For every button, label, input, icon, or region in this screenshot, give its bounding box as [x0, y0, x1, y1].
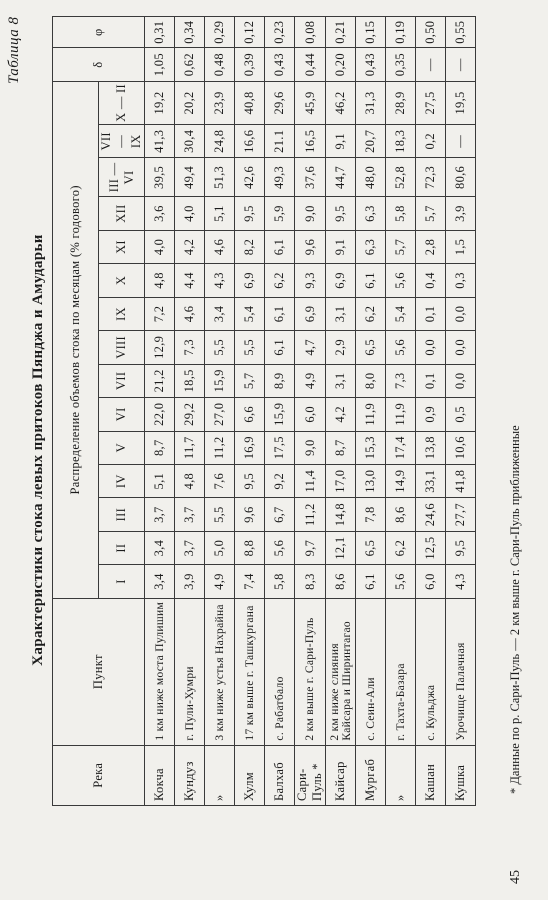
value-cell: 0,48 — [205, 48, 235, 81]
value-cell: 20,7 — [356, 125, 386, 158]
value-cell: 52,8 — [386, 158, 416, 197]
month-header: II — [99, 531, 145, 564]
value-cell: 5,7 — [416, 197, 446, 230]
value-cell: 27,0 — [205, 398, 235, 431]
value-cell: 15,3 — [356, 431, 386, 464]
value-cell: 5,6 — [386, 264, 416, 297]
value-cell: 9,5 — [235, 464, 265, 497]
value-cell: 13,0 — [356, 464, 386, 497]
phi-header: φ — [53, 17, 145, 48]
value-cell: 24,6 — [416, 498, 446, 531]
point-cell: Урочище Палачная — [446, 598, 476, 745]
month-header: VII — [99, 364, 145, 397]
season-header: VII — IX — [99, 125, 145, 158]
river-cell: Кундуз — [175, 745, 205, 805]
value-cell: 6,5 — [356, 331, 386, 364]
month-header: V — [99, 431, 145, 464]
table-row — [386, 17, 416, 806]
value-cell: 13,8 — [416, 431, 446, 464]
value-cell: — — [446, 125, 476, 158]
distribution-header: Распределение объемов стока по месяцам (% годового) — [53, 81, 99, 598]
value-cell: 4,2 — [175, 230, 205, 263]
value-cell: 5,0 — [205, 531, 235, 564]
point-cell: г. Тахта-Базара — [386, 598, 416, 745]
value-cell: 48,0 — [356, 158, 386, 197]
value-cell: 5,8 — [265, 565, 295, 598]
value-cell: 4,6 — [175, 297, 205, 330]
value-cell: 17,4 — [386, 431, 416, 464]
page-number: 45 — [508, 870, 523, 884]
value-cell: 11,4 — [295, 464, 326, 497]
value-cell: 0,50 — [416, 17, 446, 48]
value-cell: 21.1 — [265, 125, 295, 158]
value-cell: 0,43 — [265, 48, 295, 81]
table-row — [446, 17, 476, 806]
value-cell: 0,4 — [416, 264, 446, 297]
value-cell: 3,4 — [205, 297, 235, 330]
value-cell: 4,9 — [295, 364, 326, 397]
value-cell: 6,1 — [265, 297, 295, 330]
value-cell: 4,3 — [446, 565, 476, 598]
point-header: Пункт — [53, 598, 145, 745]
value-cell: 5,6 — [386, 565, 416, 598]
value-cell: 3,7 — [175, 498, 205, 531]
value-cell: 6,2 — [356, 297, 386, 330]
value-cell: 3,7 — [175, 531, 205, 564]
value-cell: 8,6 — [386, 498, 416, 531]
point-cell: 3 км ниже устья Нахрайна — [205, 598, 235, 745]
value-cell: 40,8 — [235, 81, 265, 124]
value-cell: 5,5 — [205, 331, 235, 364]
value-cell: 7,3 — [175, 331, 205, 364]
value-cell: 6,5 — [356, 531, 386, 564]
value-cell: 23,9 — [205, 81, 235, 124]
value-cell: 12,1 — [326, 531, 356, 564]
value-cell: 9,1 — [326, 230, 356, 263]
value-cell: 0,1 — [416, 364, 446, 397]
value-cell: 3,7 — [145, 498, 175, 531]
value-cell: 0,0 — [446, 297, 476, 330]
value-cell: 0,31 — [145, 17, 175, 48]
value-cell: 0,1 — [416, 297, 446, 330]
value-cell: 3,9 — [175, 565, 205, 598]
value-cell: 8,6 — [326, 565, 356, 598]
value-cell: 6,1 — [265, 331, 295, 364]
value-cell: 9,2 — [265, 464, 295, 497]
value-cell: 0,5 — [446, 398, 476, 431]
value-cell: — — [446, 48, 476, 81]
value-cell: 12,5 — [416, 531, 446, 564]
value-cell: 6,1 — [356, 264, 386, 297]
month-header: I — [99, 565, 145, 598]
river-cell: Сари-Пуль * — [295, 745, 326, 805]
table-row — [145, 17, 175, 806]
value-cell: 7,6 — [205, 464, 235, 497]
river-cell: Балхаб — [265, 745, 295, 805]
delta-header: δ — [53, 48, 145, 81]
table-caption: Характеристики стока левых притоков Пянджа и Амударьи — [30, 234, 46, 666]
value-cell: 8,7 — [326, 431, 356, 464]
point-cell: с. Рабатбало — [265, 598, 295, 745]
value-cell: 9,0 — [295, 431, 326, 464]
value-cell: 15,9 — [265, 398, 295, 431]
value-cell: 17,0 — [326, 464, 356, 497]
value-cell: 11,9 — [356, 398, 386, 431]
value-cell: 5,6 — [265, 531, 295, 564]
value-cell: 3,6 — [145, 197, 175, 230]
value-cell: 27,5 — [416, 81, 446, 124]
table-row — [416, 17, 446, 806]
value-cell: 5,7 — [235, 364, 265, 397]
value-cell: 22,0 — [145, 398, 175, 431]
value-cell: 0,20 — [326, 48, 356, 81]
value-cell: 3,1 — [326, 297, 356, 330]
value-cell: 0,2 — [416, 125, 446, 158]
value-cell: 11,7 — [175, 431, 205, 464]
month-header: VI — [99, 398, 145, 431]
value-cell: 0,12 — [235, 17, 265, 48]
value-cell: 49,4 — [175, 158, 205, 197]
value-cell: 9,7 — [295, 531, 326, 564]
month-header: III — [99, 498, 145, 531]
value-cell: 0,21 — [326, 17, 356, 48]
month-header: IX — [99, 297, 145, 330]
value-cell: 6,0 — [295, 398, 326, 431]
value-cell: 4,0 — [145, 230, 175, 263]
value-cell: 5,7 — [386, 230, 416, 263]
value-cell: 4,0 — [175, 197, 205, 230]
value-cell: 80,6 — [446, 158, 476, 197]
value-cell: 0,0 — [446, 331, 476, 364]
value-cell: 0,44 — [295, 48, 326, 81]
point-cell: 2 км ниже слияния Кайсара и Ширинтагао — [326, 598, 356, 745]
value-cell: 6,9 — [235, 264, 265, 297]
value-cell: 0,43 — [356, 48, 386, 81]
value-cell: 0,0 — [446, 364, 476, 397]
value-cell: 0,0 — [416, 331, 446, 364]
value-cell: 72,3 — [416, 158, 446, 197]
river-cell: Кайсар — [326, 745, 356, 805]
table-row — [295, 17, 326, 806]
value-cell: 21,2 — [145, 364, 175, 397]
value-cell: 6,2 — [265, 264, 295, 297]
value-cell: 0,39 — [235, 48, 265, 81]
month-header: XI — [99, 230, 145, 263]
table-row — [326, 17, 356, 806]
value-cell: 9,6 — [235, 498, 265, 531]
value-cell: 41,8 — [446, 464, 476, 497]
value-cell: 49,3 — [265, 158, 295, 197]
value-cell: 44,7 — [326, 158, 356, 197]
value-cell: 5,6 — [386, 331, 416, 364]
runoff-table — [52, 16, 476, 806]
value-cell: 14,8 — [326, 498, 356, 531]
table-row — [265, 17, 295, 806]
value-cell: 5,4 — [386, 297, 416, 330]
value-cell: 1,05 — [145, 48, 175, 81]
value-cell: 4,8 — [145, 264, 175, 297]
value-cell: 3,9 — [446, 197, 476, 230]
value-cell: 2,9 — [326, 331, 356, 364]
value-cell: 2,8 — [416, 230, 446, 263]
value-cell: 9,1 — [326, 125, 356, 158]
river-header: Река — [53, 745, 145, 805]
value-cell: 4,3 — [205, 264, 235, 297]
month-header: X — [99, 264, 145, 297]
value-cell: 4,9 — [205, 565, 235, 598]
value-cell: 9,3 — [295, 264, 326, 297]
month-header: VIII — [99, 331, 145, 364]
value-cell: 42,6 — [235, 158, 265, 197]
value-cell: 14,9 — [386, 464, 416, 497]
value-cell: 6,1 — [265, 230, 295, 263]
value-cell: 8,7 — [145, 431, 175, 464]
river-cell: » — [386, 745, 416, 805]
value-cell: 4,6 — [205, 230, 235, 263]
value-cell: 45,9 — [295, 81, 326, 124]
value-cell: 7,3 — [386, 364, 416, 397]
point-cell: с. Кульджа — [416, 598, 446, 745]
value-cell: 0,19 — [386, 17, 416, 48]
value-cell: 18,3 — [386, 125, 416, 158]
value-cell: 0,15 — [356, 17, 386, 48]
value-cell: 4,8 — [175, 464, 205, 497]
value-cell: 17,5 — [265, 431, 295, 464]
value-cell: 5,1 — [145, 464, 175, 497]
value-cell: 5,8 — [386, 197, 416, 230]
table-row — [205, 17, 235, 806]
river-cell: Хулм — [235, 745, 265, 805]
value-cell: 6,6 — [235, 398, 265, 431]
value-cell: 6,1 — [356, 565, 386, 598]
value-cell: 24,8 — [205, 125, 235, 158]
value-cell: 3,4 — [145, 531, 175, 564]
value-cell: 46,2 — [326, 81, 356, 124]
value-cell: 5,1 — [205, 197, 235, 230]
value-cell: 4,2 — [326, 398, 356, 431]
point-cell: 17 км выше г. Ташкургана — [235, 598, 265, 745]
value-cell: 9,5 — [235, 197, 265, 230]
month-header: IV — [99, 464, 145, 497]
value-cell: 4,4 — [175, 264, 205, 297]
month-header: XII — [99, 197, 145, 230]
footnote: * Данные по р. Сари-Пуль — 2 км выше г. Сари-Пуль приближенные — [508, 425, 522, 794]
value-cell: 16,6 — [235, 125, 265, 158]
point-cell: 1 км ниже моста Пулишим — [145, 598, 175, 745]
value-cell: 51,3 — [205, 158, 235, 197]
river-cell: Кашан — [416, 745, 446, 805]
value-cell: 10,6 — [446, 431, 476, 464]
value-cell: 0,29 — [205, 17, 235, 48]
season-header: X — II — [99, 81, 145, 124]
river-cell: Кокча — [145, 745, 175, 805]
point-cell: 2 км выше г. Сари-Пуль — [295, 598, 326, 745]
value-cell: 0,9 — [416, 398, 446, 431]
value-cell: 9,0 — [295, 197, 326, 230]
value-cell: 7,8 — [356, 498, 386, 531]
value-cell: 5,5 — [235, 331, 265, 364]
value-cell: 6,9 — [295, 297, 326, 330]
value-cell: 3,1 — [326, 364, 356, 397]
value-cell: 8,2 — [235, 230, 265, 263]
value-cell: 6,9 — [326, 264, 356, 297]
value-cell: 9,6 — [295, 230, 326, 263]
value-cell: 6,7 — [265, 498, 295, 531]
value-cell: 5,5 — [205, 498, 235, 531]
value-cell: 6,2 — [386, 531, 416, 564]
value-cell: 29,6 — [265, 81, 295, 124]
value-cell: 19,2 — [145, 81, 175, 124]
value-cell: 16,9 — [235, 431, 265, 464]
value-cell: 30,4 — [175, 125, 205, 158]
value-cell: 0,34 — [175, 17, 205, 48]
value-cell: 15,9 — [205, 364, 235, 397]
point-cell: с. Сеин-Али — [356, 598, 386, 745]
value-cell: 8,0 — [356, 364, 386, 397]
value-cell: — — [416, 48, 446, 81]
value-cell: 11,2 — [205, 431, 235, 464]
value-cell: 31,3 — [356, 81, 386, 124]
value-cell: 39,5 — [145, 158, 175, 197]
table-row — [235, 17, 265, 806]
value-cell: 11,2 — [295, 498, 326, 531]
value-cell: 6,3 — [356, 197, 386, 230]
season-header: III — VI — [99, 158, 145, 197]
value-cell: 19,5 — [446, 81, 476, 124]
value-cell: 16,5 — [295, 125, 326, 158]
value-cell: 27,7 — [446, 498, 476, 531]
value-cell: 11,9 — [386, 398, 416, 431]
value-cell: 5,9 — [265, 197, 295, 230]
value-cell: 29,2 — [175, 398, 205, 431]
value-cell: 9,5 — [446, 531, 476, 564]
value-cell: 41,3 — [145, 125, 175, 158]
value-cell: 0,08 — [295, 17, 326, 48]
value-cell: 6,0 — [416, 565, 446, 598]
value-cell: 0,35 — [386, 48, 416, 81]
table-row — [175, 17, 205, 806]
value-cell: 12,9 — [145, 331, 175, 364]
value-cell: 8,3 — [295, 565, 326, 598]
value-cell: 7,2 — [145, 297, 175, 330]
value-cell: 9,5 — [326, 197, 356, 230]
value-cell: 33,1 — [416, 464, 446, 497]
value-cell: 20,2 — [175, 81, 205, 124]
river-cell: » — [205, 745, 235, 805]
value-cell: 0,55 — [446, 17, 476, 48]
value-cell: 0,23 — [265, 17, 295, 48]
value-cell: 7,4 — [235, 565, 265, 598]
river-cell: Мургаб — [356, 745, 386, 805]
value-cell: 8,8 — [235, 531, 265, 564]
value-cell: 0,62 — [175, 48, 205, 81]
value-cell: 18,5 — [175, 364, 205, 397]
value-cell: 37,6 — [295, 158, 326, 197]
value-cell: 28,9 — [386, 81, 416, 124]
point-cell: г. Пули-Хумри — [175, 598, 205, 745]
table-number: Таблица 8 — [6, 16, 22, 84]
table-row — [356, 17, 386, 806]
value-cell: 3,4 — [145, 565, 175, 598]
river-cell: Кушка — [446, 745, 476, 805]
value-cell: 1,5 — [446, 230, 476, 263]
value-cell: 4,7 — [295, 331, 326, 364]
value-cell: 5,4 — [235, 297, 265, 330]
value-cell: 6,3 — [356, 230, 386, 263]
value-cell: 0,3 — [446, 264, 476, 297]
value-cell: 8,9 — [265, 364, 295, 397]
